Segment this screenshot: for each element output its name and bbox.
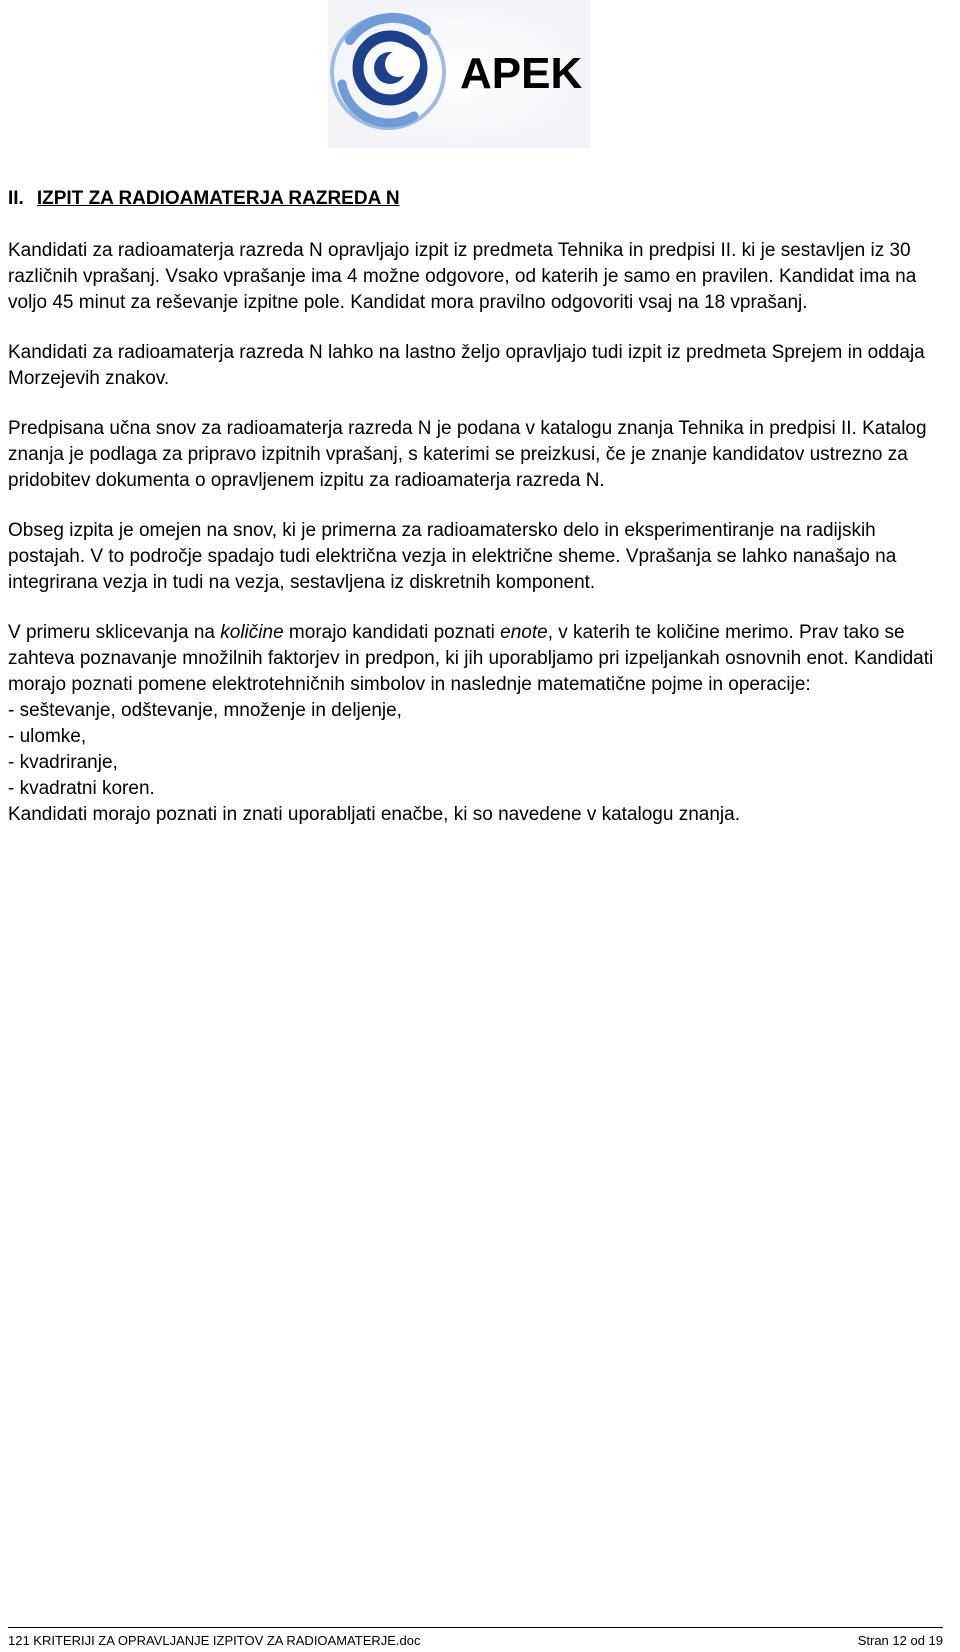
page-footer: [8, 1627, 943, 1648]
list-item: - kvadratni koren.: [8, 778, 155, 799]
apek-logo-graphic: [328, 0, 590, 148]
closing-sentence: Kandidati morajo poznati in znati uporabljati enačbe, ki so navedene v katalogu znanja.: [8, 804, 740, 825]
section-title: IZPIT ZA RADIOAMATERJA RAZREDA N: [36, 188, 400, 209]
units-text-a: V primeru sklicevanja na: [8, 622, 221, 643]
paragraph-morse-option: Kandidati za radioamaterja razreda N lahko na lastno željo opravljajo tudi izpit iz predmeta Sprejem in oddaja Morzejevih znakov.: [8, 342, 925, 389]
units-text-c: morajo kandidati poznati: [283, 622, 501, 643]
units-text-quantities: količine: [220, 622, 284, 643]
list-item: - seštevanje, odštevanje, množenje in deljenje,: [8, 700, 402, 721]
document-body: [8, 186, 943, 828]
logo-text: APEK: [460, 49, 583, 98]
units-text-e: , v katerih te količine merimo. Prav tako se zahteva poznavanje množilnih faktorjev in predpon, ki jih uporabljamo pri izpeljankah osnovnih enot. Kandidati morajo poznati pomene elektrotehničnih simbolov in naslednje matematične pojme in operacije:: [8, 622, 934, 695]
paragraph-exam-format: Kandidati za radioamaterja razreda N opravljajo izpit iz predmeta Tehnika in predpisi II. ki je sestavljen iz 30 različnih vprašanj. Vsako vprašanje ima 4 možne odgovore, od katerih je samo en pravilen. Kandidat ima na voljo 45 minut za reševanje izpitne pole. Kandidat mora pravilno odgovoriti vsaj na 18 vprašanj.: [8, 240, 917, 313]
operations-list: [8, 698, 943, 802]
paragraph-curriculum: Predpisana učna snov za radioamaterja razreda N je podana v katalogu znanja Tehnika in predpisi II. Katalog znanja je podlaga za pripravo izpitnih vprašanj, s katerimi se preizkusi, če je znanje kandidatov ustrezno za pridobitev dokumenta o opravljenem izpitu za radioamaterja razreda N.: [8, 418, 927, 491]
list-item: - kvadriranje,: [8, 752, 118, 773]
paragraph-exam-scope: Obseg izpita je omejen na snov, ki je primerna za radioamatersko delo in eksperimentiranje na radijskih postajah. V to področje spadajo tudi električna vezja in električne sheme. Vprašanja se lahko nanašajo na integrirana vezja in tudi na vezja, sestavljena iz diskretnih komponent.: [8, 520, 897, 593]
paragraph-units: [8, 620, 943, 698]
apek-logo: [328, 0, 590, 148]
footer-page-number: Stran 12 od 19: [857, 1633, 943, 1648]
units-text-units: enote: [500, 622, 548, 643]
list-item: - ulomke,: [8, 726, 87, 747]
section-heading: [8, 186, 943, 212]
section-number: II.: [8, 188, 24, 209]
footer-filename: 121 KRITERIJI ZA OPRAVLJANJE IZPITOV ZA RADIOAMATERJE.doc: [8, 1633, 421, 1648]
